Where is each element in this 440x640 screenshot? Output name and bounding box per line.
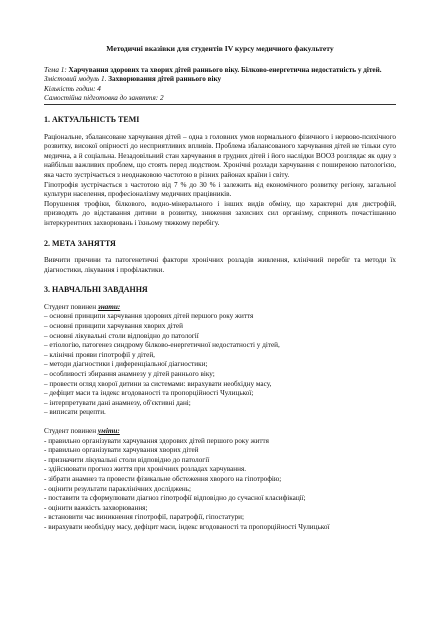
list-item: - поставити та сформулювати діагноз гіпотрофії відповідно до сучасної класифікації; <box>44 494 306 503</box>
list-item: – клінічні прояви гіпотрофії у дітей, <box>44 350 155 359</box>
topic-module-text: Захворювання дітей раннього віку <box>108 75 222 84</box>
list-item: - оцінити важкість захворювання; <box>44 503 148 512</box>
topic-module-prefix: Змістовий модуль 1. <box>44 75 107 84</box>
list-item: – провести огляд хворої дитини за системами: вирахувати необхідну масу, <box>44 379 272 388</box>
know-list <box>44 312 396 418</box>
list-item: – інтерпретувати дані анамнезу, об'єктивні дані; <box>44 398 191 407</box>
list-item: - вирахувати необхідну масу, дефіцит маси, індекс вгодованості та пропорційності Чулицької <box>44 522 330 531</box>
goal-paragraph: Вивчити причини та патогенетичні фактори хронічних розладів живлення, клінічний перебіг та методи їх діагностики, лікування і профілактики. <box>44 256 396 274</box>
section-heading-tasks: 3. НАВЧАЛЬНІ ЗАВДАННЯ <box>44 285 148 295</box>
list-item: - здійснювати прогноз життя при хронічних розладах харчування. <box>44 465 247 474</box>
list-item: - призначити лікувальні столи відповідно до патології <box>44 455 210 464</box>
list-item: – методи діагностики і диференціальної діагностики; <box>44 360 208 369</box>
able-list <box>44 437 396 533</box>
able-lead-prefix: Студент повинен <box>44 427 97 435</box>
document-title: Методичні вказівки для студентів IV курсу медичного факультету <box>106 44 334 53</box>
able-lead-word: уміти: <box>97 427 120 435</box>
document-page <box>44 44 396 533</box>
relevance-paragraph: Порушення трофіки, білкового, водно-мінерального і інших видів обміну, що характерні для дистрофій, призводять до відставання дитини в розвитку, зниження захисних сил організму, сприяють почастішанню інтеркурентних захворювань і їхньому тяжкому перебігу. <box>44 199 396 227</box>
know-lead <box>44 303 396 313</box>
list-item: – дефіцит маси та індекс вгодованості та пропорційності Чулицької; <box>44 389 254 398</box>
topic-theme <box>44 66 396 76</box>
topic-self-prep: Самостійна підготовка до заняття: 2 <box>44 94 164 103</box>
know-lead-word: знати: <box>97 302 121 311</box>
list-item: - зібрати анамнез та провести фізикальне обстеження хворого на гіпотрофію; <box>44 474 282 483</box>
list-item: - правильно організувати харчування хворих дітей <box>44 446 199 455</box>
list-item: - правильно організувати харчування здорових дітей першого року життя <box>44 436 269 445</box>
list-item: – виписати рецепти. <box>44 408 106 417</box>
topic-meta <box>44 66 396 104</box>
list-item: – особливості збирання анамнезу у дітей раннього віку; <box>44 370 215 379</box>
list-item: – етіологію, патогенез синдрому білково-енергетичної недостатності у дітей, <box>44 341 280 350</box>
topic-module <box>44 75 396 85</box>
relevance-paragraph: Гіпотрофія зустрічається з частотою від 7 % до 30 % і залежить від економічного розвитку регіону, загальної культури населення, професіоналізму медичних працівників. <box>44 180 396 199</box>
topic-theme-text: Харчування здорових та хворих дітей раннього віку. Білково-енергетична недостатність у дітей. <box>68 65 382 74</box>
topic-hours: Кількість годин: 4 <box>44 84 101 93</box>
list-item: – основні принципи харчування здорових дітей першого року життя <box>44 312 254 321</box>
topic-theme-prefix: Тема 1: <box>44 65 67 74</box>
list-item: – основні лікувальні столи відповідно до патології <box>44 331 199 340</box>
able-lead <box>44 427 396 437</box>
meta-divider <box>44 104 396 105</box>
relevance-paragraph: Раціональне, збалансоване харчування дітей – одна з головних умов нормального фізичного і нервово-психічного розвитку, високої опірності до несприятливих впливів. Проблема збалансованого харчування дітей не тільки суто медична, а й соціальна. Незадовільний стан харчування в грудних дітей і його наслідки ВООЗ розглядає як одну з найбільш важливих проблем, що стоять перед людством. Хронічні розлади харчування є поширеною патологією, яка часто зустрічається з неоднаковою частотою в різних районах країни і світу. <box>44 132 396 179</box>
list-item: - оцінити результати параклінічних досліджень; <box>44 484 192 493</box>
section-heading-goal: 2. МЕТА ЗАНЯТТЯ <box>44 238 116 248</box>
know-lead-prefix: Студент повинен <box>44 302 97 311</box>
section-heading-relevance: 1. АКТУАЛЬНІСТЬ ТЕМІ <box>44 114 140 124</box>
list-item: – основні принципи харчування хворих дітей <box>44 322 183 331</box>
list-item: - встановити час виникнення гіпотрофії, паратрофії, гіпостатури; <box>44 513 244 522</box>
spacer <box>44 418 396 427</box>
